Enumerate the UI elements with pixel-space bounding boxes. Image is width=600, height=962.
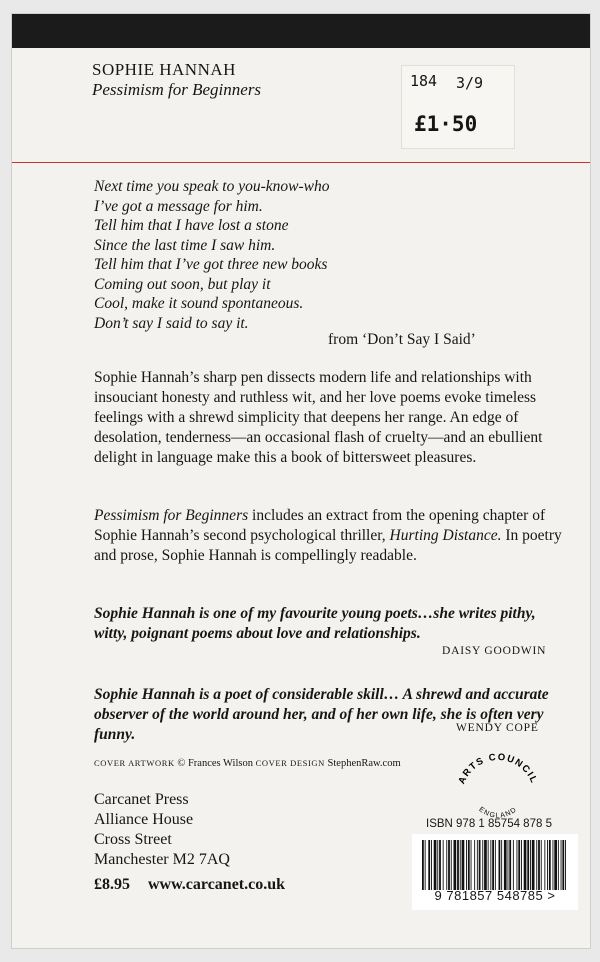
barcode-bar	[462, 840, 465, 890]
barcode-bar	[517, 840, 518, 890]
svg-text:ARTS COUNCIL	[456, 752, 539, 786]
barcode-bar	[446, 840, 447, 890]
barcode-bar	[513, 840, 514, 890]
poem-line: Tell him that I have lost a stone	[94, 217, 289, 234]
barcode-bar	[466, 840, 467, 890]
barcode-bar	[547, 840, 548, 890]
blurb-paragraph-2	[94, 506, 564, 566]
address-line: Manchester M2 7AQ	[94, 851, 230, 868]
barcode-bar	[538, 840, 540, 890]
barcode-bar	[454, 840, 457, 890]
barcode-bar	[509, 840, 511, 890]
poem-line: Tell him that I’ve got three new books	[94, 256, 328, 273]
barcode-bar	[471, 840, 472, 890]
blurb-paragraph-1: Sophie Hannah’s sharp pen dissects modern life and relationships with insouciant honesty and ruthless wit, and her love poems evoke timeless feelings with a shrewd simplicity that deepens her range. An edge of desolation, tenderness—an occasional flash of cruelty—and an ebullient delight in language make this a book of bittersweet pleasures.	[94, 369, 543, 466]
book-title-ref: Pessimism for Beginners	[94, 507, 249, 524]
barcode-bar	[495, 840, 496, 890]
barcode-bar	[451, 840, 452, 890]
address-line: Carcanet Press	[94, 791, 189, 808]
barcode-bar	[524, 840, 527, 890]
barcode-bar	[490, 840, 491, 890]
barcode-bar	[544, 840, 545, 890]
barcode-bar	[558, 840, 559, 890]
book-title: Pessimism for Beginners	[92, 80, 262, 99]
barcode-bar	[501, 840, 502, 890]
barcode-bar	[565, 840, 566, 890]
barcode-bar	[474, 840, 475, 890]
barcode-bar	[428, 840, 430, 890]
poem-line: Don’t say I said to say it.	[94, 314, 249, 332]
review-quote-1: Sophie Hannah is one of my favourite young poets…she writes pithy, witty, poignant poems about love and relationships.	[94, 605, 536, 642]
barcode-bar	[468, 840, 470, 890]
barcode-bar	[443, 840, 444, 890]
barcode-bar	[492, 840, 494, 890]
barcode-digits: 9 781857 548785 >	[434, 888, 556, 903]
poem-line: Since the last time I saw him.	[94, 236, 276, 254]
barcode-bar	[508, 840, 509, 890]
barcode-bar	[561, 840, 562, 890]
logo-text-top: ARTS COUNCIL	[456, 751, 540, 786]
poem-line: Next time you speak to you-know-who	[94, 178, 330, 195]
thriller-title-ref: Hurting Distance.	[389, 527, 502, 544]
barcode-bar	[562, 840, 564, 890]
poem-line: Coming out soon, but play it	[94, 275, 271, 293]
barcode-bar	[437, 840, 438, 890]
barcode-bar	[532, 840, 535, 890]
barcode-bar	[460, 840, 461, 890]
barcode-bar	[434, 840, 437, 890]
logo-text-bottom: ENGLAND	[477, 806, 519, 820]
poem-excerpt	[94, 177, 329, 333]
publisher-website: www.carcanet.co.uk	[148, 876, 286, 893]
barcode-bar	[482, 840, 483, 890]
artwork-label: COVER ARTWORK	[94, 758, 175, 768]
barcode-bar	[431, 840, 432, 890]
arts-council-logo	[448, 744, 548, 824]
barcode-bar	[504, 840, 507, 890]
barcode-bars	[420, 840, 570, 890]
artwork-credit: © Frances Wilson	[177, 758, 253, 769]
barcode-bar	[554, 840, 557, 890]
back-cover	[12, 14, 590, 948]
publisher-address	[94, 790, 230, 870]
barcode-bar	[530, 840, 531, 890]
red-rule	[12, 162, 590, 163]
sticker-code: 184	[410, 72, 438, 90]
barcode-bar	[448, 840, 450, 890]
barcode-bar	[425, 840, 426, 890]
review-quote-2: Sophie Hannah is a poet of considerable skill… A shrewd and accurate observer of the world around her, and of her own life, she is often very funny.	[94, 686, 549, 743]
barcode-bar	[499, 840, 501, 890]
sticker-date: 3/9	[456, 74, 484, 92]
barcode-bar	[479, 840, 481, 890]
address-line: Alliance House	[94, 811, 194, 828]
barcode-bar	[439, 840, 441, 890]
price-footer	[94, 876, 299, 894]
top-band	[12, 14, 590, 48]
barcode-bar	[521, 840, 522, 890]
quote-attribution-1: DAISY GOODWIN	[442, 645, 547, 657]
price-sticker	[402, 66, 514, 148]
barcode-bar	[549, 840, 551, 890]
barcode-bar	[527, 840, 529, 890]
cover-price: £8.95	[94, 876, 130, 893]
barcode-bar	[541, 840, 542, 890]
address-line: Cross Street	[94, 831, 172, 848]
barcode-bar	[477, 840, 478, 890]
poem-line: I’ve got a message for him.	[94, 197, 263, 215]
barcode-bar	[553, 840, 554, 890]
barcode-bar	[422, 840, 424, 890]
sticker-price: £1·50	[414, 112, 478, 136]
barcode-bar	[484, 840, 487, 890]
design-label: COVER DESIGN	[255, 758, 325, 768]
barcode-bar	[518, 840, 520, 890]
isbn-label: ISBN 978 1 85754 878 5	[426, 818, 552, 830]
blurb-text: In poetry and prose, Sophie Hannah is compellingly readable.	[94, 527, 562, 564]
design-credit: StephenRaw.com	[327, 758, 401, 769]
barcode	[412, 834, 578, 910]
barcode-bar	[536, 840, 537, 890]
blurb-text: includes an extract from the opening chapter of Sophie Hannah’s second psychological thriller,	[94, 507, 546, 544]
author-name: SOPHIE HANNAH	[92, 60, 236, 79]
poem-line: Cool, make it sound spontaneous.	[94, 295, 304, 312]
quote-attribution-2: WENDY COPE	[456, 722, 539, 734]
barcode-bar	[457, 840, 459, 890]
cover-credits	[94, 758, 401, 769]
poem-source: from ‘Don’t Say I Said’	[328, 331, 476, 348]
barcode-bar	[488, 840, 489, 890]
